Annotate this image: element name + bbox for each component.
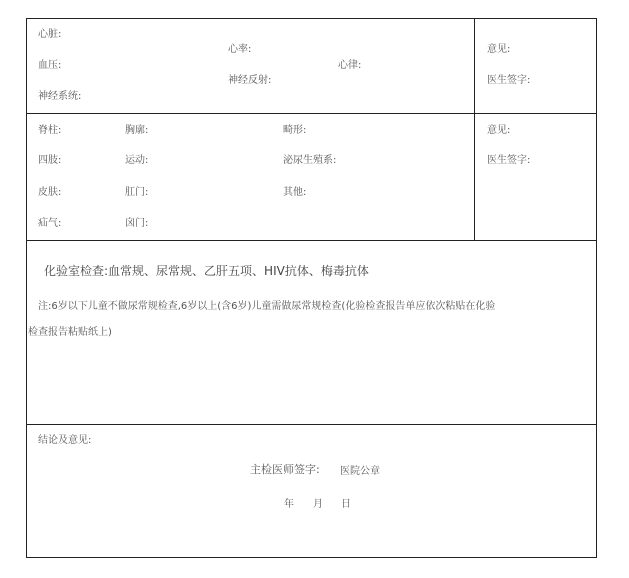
fontanelle-label: 囟门: [125, 218, 149, 229]
section-physical-divider [474, 113, 475, 241]
doctor-sign-label: 医生签字: [487, 75, 531, 86]
hospital-stamp-label: 医院公章 [340, 466, 380, 477]
heart-label: 心脏: [38, 29, 62, 40]
movement-label: 运动: [125, 155, 149, 166]
other-label: 其他: [283, 187, 307, 198]
lab-note-line2: 检查报告粘贴纸上) [28, 327, 112, 338]
hernia-label: 疝气: [38, 218, 62, 229]
lab-note-line1: 注:6岁以下儿童不做尿常规检查,6岁以上(含6岁)儿童需做尿常规检查(化验检查报告单应依次粘贴在化验 [38, 301, 496, 312]
blood-pressure-label: 血压: [38, 60, 62, 71]
doctor-sign-label-2: 医生签字: [487, 155, 531, 166]
day-label: 日 [341, 499, 351, 510]
section-physical [26, 113, 597, 241]
rhythm-label: 心律: [338, 60, 362, 71]
reflex-label: 神经反射: [228, 75, 272, 86]
urogenital-label: 泌尿生殖系: [283, 155, 337, 166]
skin-label: 皮肤: [38, 187, 62, 198]
month-label: 月 [313, 499, 323, 510]
lab-title: 化验室检查:血常规、尿常规、乙肝五项、HIV抗体、梅毒抗体 [44, 264, 369, 278]
deformity-label: 畸形: [283, 125, 307, 136]
chest-label: 胸廓: [125, 125, 149, 136]
opinion-label-2: 意见: [487, 125, 511, 136]
section-conclusion [26, 424, 597, 558]
conclusion-label: 结论及意见: [38, 435, 92, 446]
nervous-system-label: 神经系统: [38, 91, 82, 102]
chief-doctor-sign-label: 主检医师签字: [250, 463, 320, 476]
limbs-label: 四肢: [38, 155, 62, 166]
section-cardio-neuro [26, 18, 597, 114]
anus-label: 肛门: [125, 187, 149, 198]
heart-rate-label: 心率: [228, 44, 252, 55]
opinion-label: 意见: [487, 44, 511, 55]
section-cardio-divider [474, 18, 475, 114]
spine-label: 脊柱: [38, 125, 62, 136]
year-label: 年 [284, 499, 294, 510]
